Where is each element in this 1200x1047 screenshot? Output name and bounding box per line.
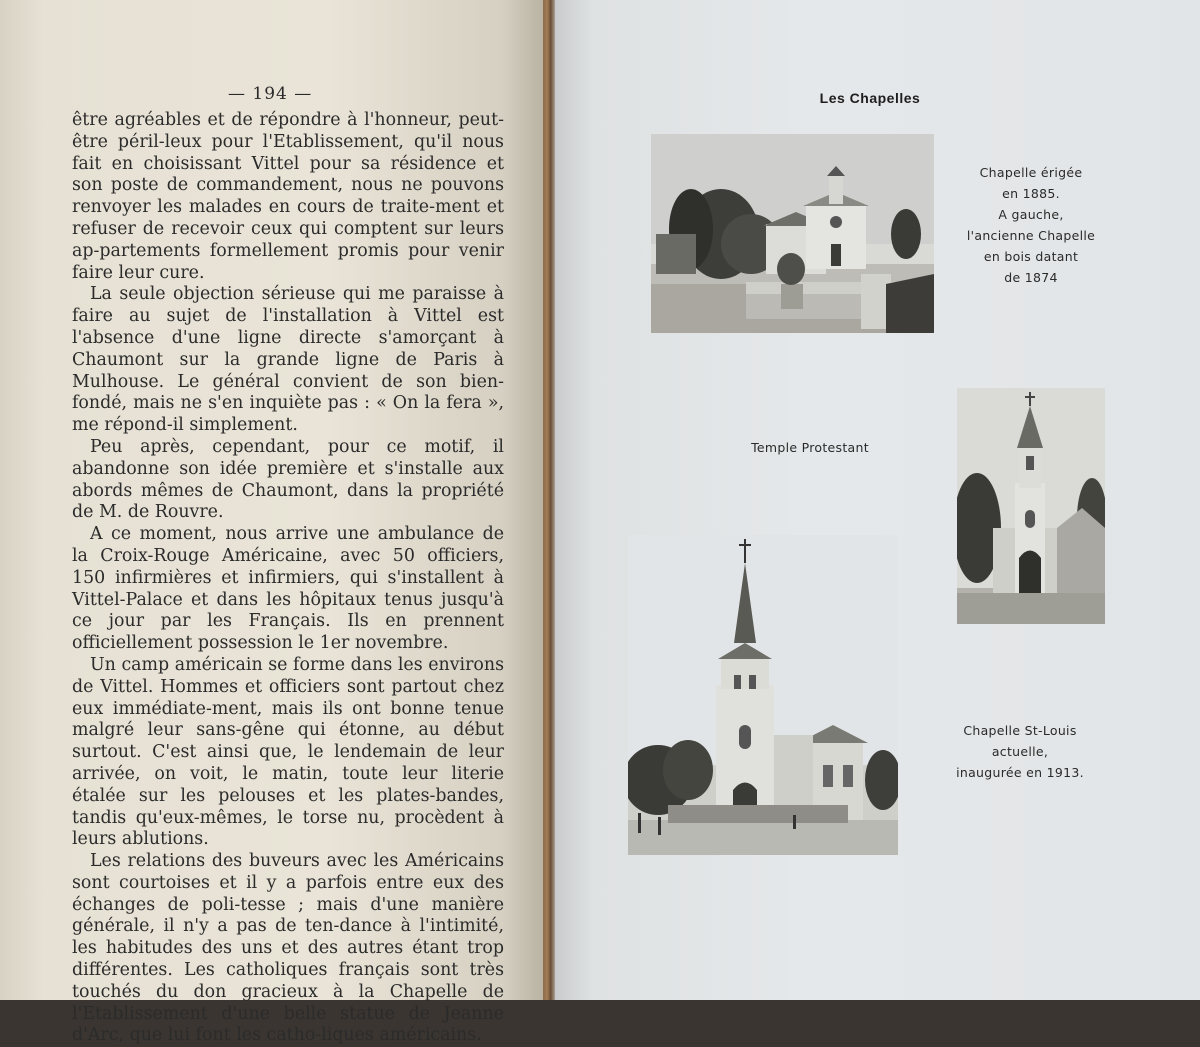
paragraph-3: Peu après, cependant, pour ce motif, il abandonne son idée première et s'installe aux abords mêmes de Chaumont, dans la propriété de M. de Rouvre. [72,436,504,523]
caption-1-line-4: l'ancienne Chapelle [966,228,1096,243]
paragraph-6: Les relations des buveurs avec les Américains sont courtoises et il y a parfois entre eux des échanges de poli-tesse ; mais d'une manière générale, il n'y a pas de ten-dance à l'intimité, les habitudes des uns et des autres étant trop différentes. Les catholiques français sont très touchés du don gracieux à la Chapelle de l'Etablissement d'une belle statue de Jeanne d'Arc, que lui font les catho-liques américains. [72,851,504,1046]
left-page [0,0,546,1046]
page-number: — 194 — [228,84,313,104]
paragraph-4: A ce moment, nous arrive une ambulance de la Croix-Rouge Américaine, avec 50 officiers, 150 infirmières et infirmiers, qui s'installent à Vittel-Palace et dans les hôpitaux tenus jusqu'à ce jour par les Français. Ils en prennent officiellement possession le 1er novembre. [72,524,504,654]
caption-chapelle-st-louis [935,720,1105,783]
page-title: Les Chapelles [819,90,921,106]
caption-3-line-1: Chapelle St-Louis [963,723,1077,738]
caption-2-text: Temple Protestant [751,440,869,455]
caption-temple-protestant [720,437,900,458]
photo-chapelle-1885 [651,134,934,333]
caption-1-line-1: Chapelle érigée [979,165,1083,180]
caption-chapelle-1885 [946,162,1116,288]
paragraph-5: Un camp américain se forme dans les environs de Vittel. Hommes et officiers sont partout chez eux immédiate-ment, mais ils ont bonne tenue malgré leur sans-gêne qui étonne, au début surtout. C'est ainsi que, le lendemain de leur arrivée, on voit, le matin, toute leur literie étalée sur les pelouses et les plates-bandes, tandis qu'eux-mêmes, le torse nu, procèdent à leurs ablutions. [72,654,504,850]
caption-1-line-5: en bois datant [983,249,1079,264]
paragraph-1: être agréables et de répondre à l'honneur, peut-être péril-leux pour l'Etablissement, qu'il nous fait en choisissant Vittel pour sa résidence et son poste de commandement, nous ne pouvons renvoyer les malades en cours de traite-ment et refuser de recevoir ceux qui comptent sur leurs ap-partements formellement promis pour venir faire leur cure. [72,110,504,283]
caption-1-line-2: en 1885. [1002,186,1060,201]
caption-3-line-3: inaugurée en 1913. [956,765,1084,780]
photo-temple-protestant [957,388,1105,624]
caption-3-line-2: actuelle, [991,744,1049,759]
photo-chapelle-st-louis [628,535,898,855]
body-text [72,110,504,1047]
paragraph-2: La seule objection sérieuse qui me paraisse à faire au sujet de l'installation à Vittel est l'absence d'une ligne directe s'amorçant à Chaumont sur la grande ligne de Paris à Mulhouse. Le général convient de son bien-fondé, mais ne s'en inquiète pas : « On la fera », me répond-il simplement. [72,284,504,436]
caption-1-line-6: de 1874 [1004,270,1058,285]
caption-1-line-3: A gauche, [998,207,1064,222]
